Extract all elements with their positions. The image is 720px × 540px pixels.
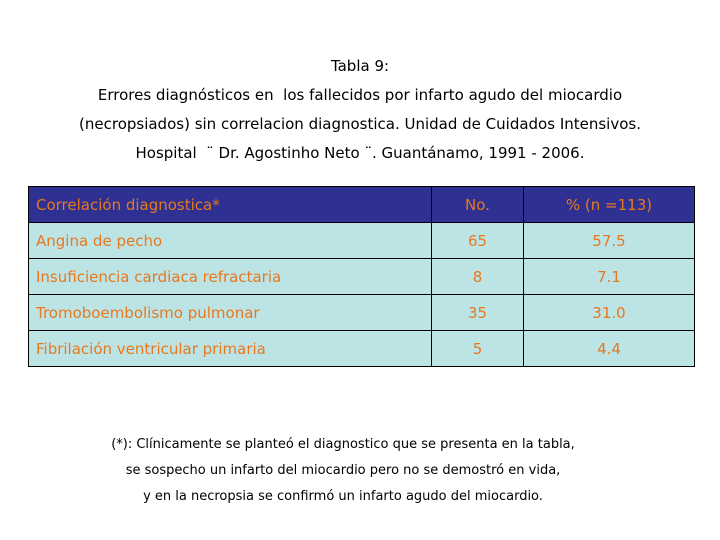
caption-line-1: Errores diagnósticos en los fallecidos por infarto agudo del miocardio: [97, 86, 623, 104]
caption-line-3: Hospital ¨ Dr. Agostinho Neto ¨. Guantánamo, 1991 - 2006.: [135, 144, 585, 162]
table-row: [29, 295, 695, 331]
header-percent: % (n =113): [524, 187, 695, 223]
table-row: [29, 331, 695, 367]
row-label: Insuficiencia cardiaca refractaria: [29, 259, 432, 295]
diagnostic-errors-table: [28, 186, 695, 367]
footnote-line-2: se sospecho un infarto del miocardio pero no se demostró en vida,: [125, 463, 561, 478]
header-correlation: Correlación diagnostica*: [29, 187, 432, 223]
row-label: Tromoboembolismo pulmonar: [29, 295, 432, 331]
row-percent: 4.4: [524, 331, 695, 367]
header-count: No.: [432, 187, 524, 223]
row-label: Angina de pecho: [29, 223, 432, 259]
row-count: 8: [432, 259, 524, 295]
row-count: 5: [432, 331, 524, 367]
footnote-line-1: (*): Clínicamente se planteó el diagnostico que se presenta en la tabla,: [111, 437, 575, 452]
table-row: [29, 259, 695, 295]
row-percent: 31.0: [524, 295, 695, 331]
caption-line-2: (necropsiados) sin correlacion diagnostica. Unidad de Cuidados Intensivos.: [79, 115, 641, 133]
table-number: Tabla 9:: [330, 57, 390, 75]
row-percent: 7.1: [524, 259, 695, 295]
row-percent: 57.5: [524, 223, 695, 259]
table-footnote: [0, 432, 686, 510]
row-count: 35: [432, 295, 524, 331]
row-label: Fibrilación ventricular primaria: [29, 331, 432, 367]
row-count: 65: [432, 223, 524, 259]
table-header-row: [29, 187, 695, 223]
table-caption: [0, 52, 720, 168]
table-row: [29, 223, 695, 259]
footnote-line-3: y en la necropsia se confirmó un infarto agudo del miocardio.: [143, 489, 543, 504]
